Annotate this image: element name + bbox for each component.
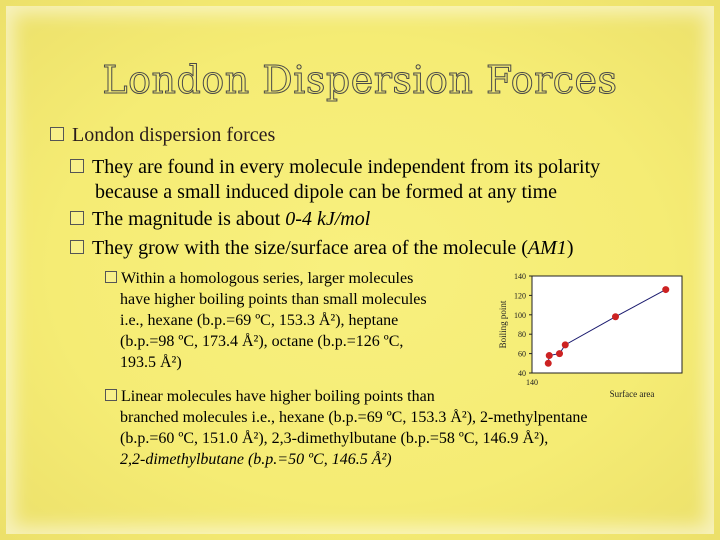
slide-title: London Dispersion Forces	[102, 58, 618, 102]
data-point	[545, 360, 552, 367]
chart-svg	[492, 268, 692, 398]
y-tick-label: 80	[518, 330, 526, 340]
bullet-box-icon	[50, 127, 64, 141]
x-tick-label: 140	[526, 378, 538, 387]
y-tick-label: 120	[514, 291, 526, 301]
bullet-box-icon	[70, 159, 84, 173]
bullet-text: London dispersion forces	[72, 124, 276, 146]
method-name: AM1	[527, 237, 567, 259]
data-point	[546, 352, 553, 359]
bullet-box-icon	[70, 211, 84, 225]
bullet-box-icon	[105, 389, 117, 401]
magnitude-value: 0-4 kJ/mol	[285, 208, 371, 230]
sub-bullet-homologous: Within a homologous series, larger molecules have higher boiling points than small molecules i.e., hexane (b.p.=69 ºC, 153.3 Å²), heptane (b.p.=98 ºC, 173.4 Å²), octane (b.p.=126 ºC, 193.5 Å²)	[105, 268, 695, 373]
y-tick-label: 100	[514, 310, 526, 320]
y-tick-label: 40	[518, 369, 526, 378]
boiling-point-chart	[492, 268, 692, 398]
y-tick-label: 140	[514, 272, 526, 281]
bullet-box-icon	[70, 240, 84, 254]
bullet-text-continued: because a small induced dipole can be formed at any time	[95, 181, 558, 203]
bullet-magnitude	[70, 207, 690, 232]
data-point	[562, 341, 569, 348]
bullet-grow-with-size: They grow with the size/surface area of the molecule (AM1)	[70, 236, 690, 261]
data-point	[662, 286, 669, 293]
y-axis-label: Boiling point	[498, 300, 508, 349]
sub-bullet-linear: Linear molecules have higher boiling points than branched molecules i.e., hexane (b.p.=69 ºC, 153.3 Å²), 2-methylpentane (b.p.=60 ºC, 151.0 Å²), 2,3-dimethylbutane (b.p.=58 ºC, 146.9 Å²), 2,2-dimethylbutane (b.p.=50 ºC, 146.5 Å²)	[105, 386, 705, 470]
y-tick-label: 60	[518, 349, 526, 359]
data-point	[556, 350, 563, 357]
x-axis-label: Surface area	[609, 389, 655, 398]
bullet-box-icon	[105, 271, 117, 283]
data-point	[612, 313, 619, 320]
plot-area	[532, 276, 682, 373]
bullet-london-dispersion	[50, 124, 275, 147]
bullet-text: They grow with the size/surface area of the molecule (	[92, 237, 528, 259]
bullet-text: They are found in every molecule independent from its polarity	[92, 156, 601, 178]
bullet-text: The magnitude is about	[92, 208, 286, 230]
bullet-found-in-every-molecule	[70, 155, 690, 205]
